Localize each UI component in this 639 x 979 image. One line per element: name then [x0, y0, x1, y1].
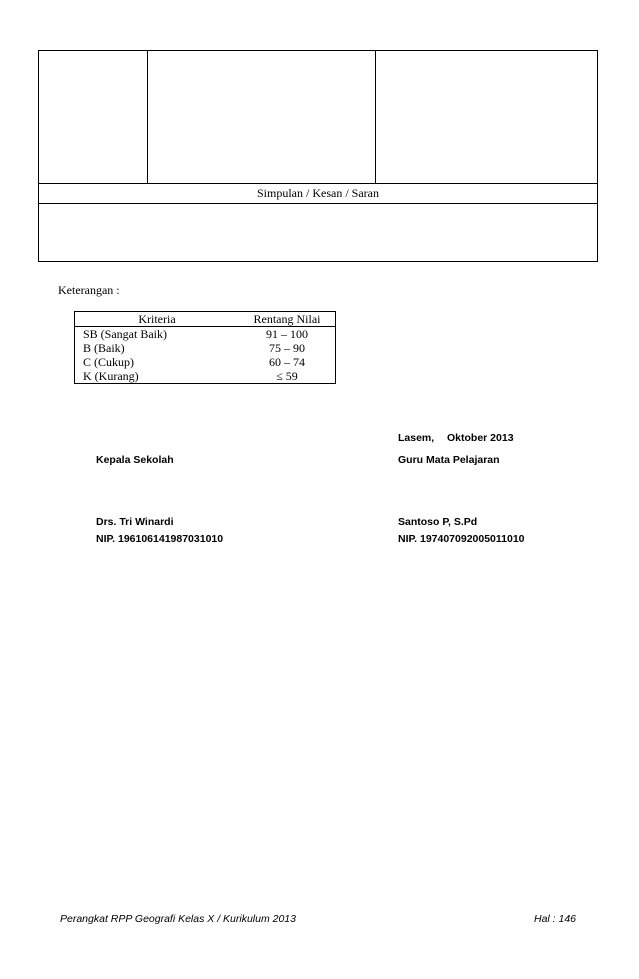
footer-title: Perangkat RPP Geografi Kelas X / Kurikulum 2013 — [60, 913, 296, 925]
table-header-row — [75, 312, 336, 327]
table-divider — [39, 203, 597, 204]
criteria-cell: K (Kurang) — [75, 369, 240, 384]
right-signatory-title: Guru Mata Pelajaran — [398, 454, 500, 466]
left-signatory-nip: NIP. 196106141987031010 — [96, 533, 224, 545]
criteria-cell: B (Baik) — [75, 341, 240, 355]
page-number: Hal : 146 — [534, 913, 577, 925]
evaluation-table — [38, 50, 598, 262]
signature-date: Oktober 2013 — [447, 432, 514, 444]
right-signatory-nip: NIP. 197407092005011010 — [398, 533, 525, 545]
criteria-cell: SB (Sangat Baik) — [75, 327, 240, 342]
criteria-cell: C (Cukup) — [75, 355, 240, 369]
header-rentang-nilai: Rentang Nilai — [239, 312, 336, 327]
table-divider — [375, 51, 376, 183]
criteria-table — [74, 311, 336, 384]
right-signatory-name: Santoso P, S.Pd — [398, 516, 478, 528]
keterangan-label: Keterangan : — [58, 283, 120, 297]
table-row — [75, 341, 336, 355]
range-cell: 91 – 100 — [239, 327, 336, 342]
table-row — [75, 355, 336, 369]
summary-label: Simpulan / Kesan / Saran — [257, 186, 379, 200]
signature-place: Lasem, — [398, 432, 435, 444]
left-signatory-title: Kepala Sekolah — [96, 454, 174, 466]
table-divider — [147, 51, 148, 183]
range-cell: ≤ 59 — [239, 369, 336, 384]
header-kriteria: Kriteria — [75, 312, 240, 327]
table-row — [75, 369, 336, 384]
left-signatory-name: Drs. Tri Winardi — [96, 516, 174, 528]
range-cell: 75 – 90 — [239, 341, 336, 355]
table-row — [75, 327, 336, 342]
range-cell: 60 – 74 — [239, 355, 336, 369]
